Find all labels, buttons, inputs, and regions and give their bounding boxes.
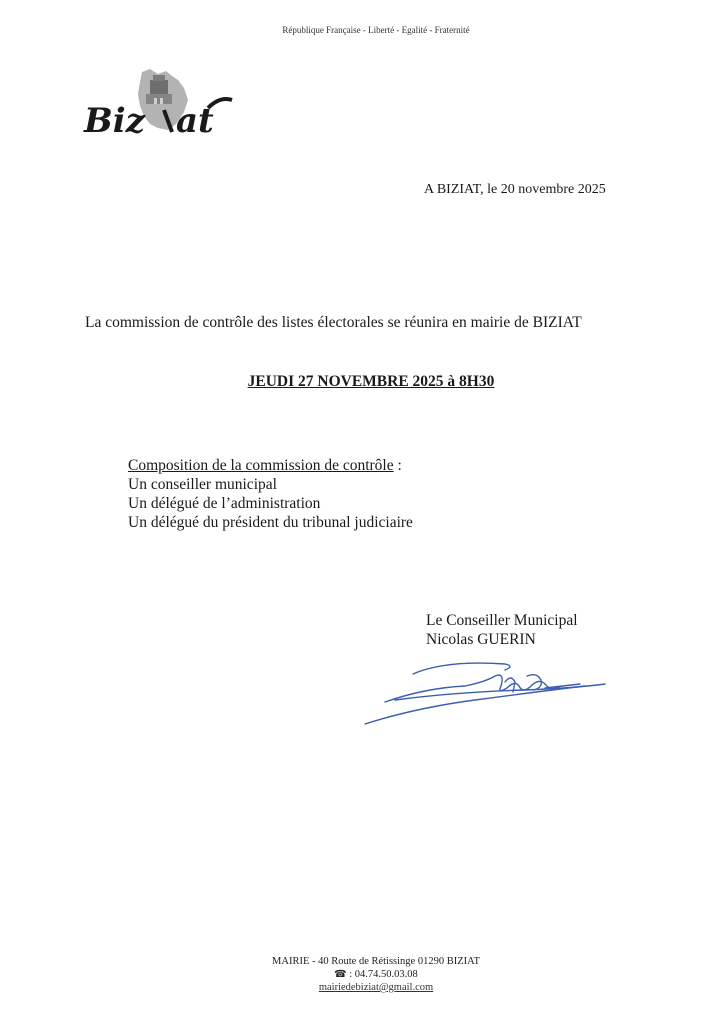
composition-member: Un délégué du président du tribunal judiciaire xyxy=(128,514,413,531)
signatory-block xyxy=(426,611,578,649)
meeting-date: JEUDI 27 NOVEMBRE 2025 à 8H30 xyxy=(247,373,495,390)
composition-heading xyxy=(128,456,413,475)
biziat-logo-graphic xyxy=(80,66,240,146)
composition-heading-label: Composition de la commission de contrôle xyxy=(128,457,394,474)
signatory-name: Nicolas GUERIN xyxy=(426,631,536,648)
footer-phone-line xyxy=(0,968,724,981)
composition-member: Un conseiller municipal xyxy=(128,476,277,493)
date-line: A BIZIAT, le 20 novembre 2025 xyxy=(424,182,606,197)
footer-phone: : 04.74.50.03.08 xyxy=(346,969,418,980)
biziat-logo xyxy=(80,66,240,146)
composition-block xyxy=(128,456,413,532)
composition-heading-suffix: : xyxy=(393,457,402,474)
signatory-title: Le Conseiller Municipal xyxy=(426,612,578,629)
header-motto: République Française - Liberté - Egalité - Fraternité xyxy=(282,25,470,35)
composition-member: Un délégué de l’administration xyxy=(128,495,321,512)
intro-paragraph: La commission de contrôle des listes électorales se réunira en mairie de BIZIAT xyxy=(85,314,582,331)
svg-text:Biz: Biz xyxy=(84,101,145,141)
footer-address: MAIRIE - 40 Route de Rétissinge 01290 BIZIAT xyxy=(272,956,480,967)
footer xyxy=(0,955,724,994)
handwritten-signature xyxy=(355,652,615,732)
footer-email-link[interactable]: mairiedebiziat@gmail.com xyxy=(318,982,434,993)
telephone-icon: ☎ xyxy=(334,969,347,980)
svg-text:at: at xyxy=(176,101,214,141)
signature-strokes xyxy=(355,652,615,732)
